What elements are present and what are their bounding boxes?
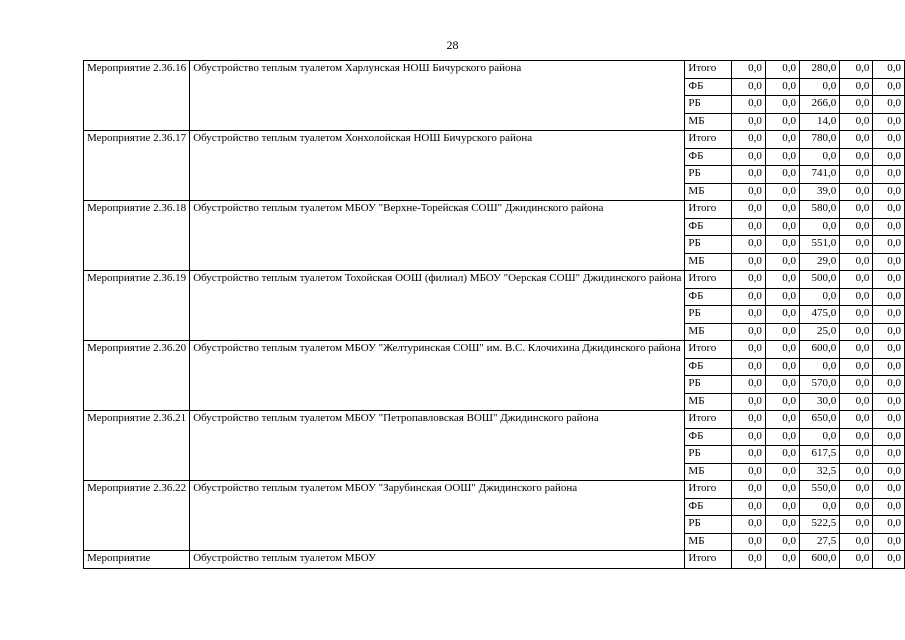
table-row [84, 61, 905, 79]
table-body [84, 61, 905, 569]
value-cell: 0,0 [873, 551, 905, 569]
value-cell: 0,0 [873, 271, 905, 289]
value-cell: 780,0 [799, 131, 839, 149]
value-cell: 0,0 [765, 96, 799, 114]
event-description: Обустройство теплым туалетом МБОУ "Зарубинская ООШ" Джидинского района [190, 481, 685, 551]
funding-source: Итого [685, 481, 731, 499]
funding-source: РБ [685, 96, 731, 114]
table-row [84, 201, 905, 219]
funding-source: МБ [685, 533, 731, 551]
funding-source: Итого [685, 411, 731, 429]
value-cell: 0,0 [765, 481, 799, 499]
value-cell: 0,0 [731, 218, 765, 236]
funding-source: МБ [685, 323, 731, 341]
value-cell: 0,0 [731, 323, 765, 341]
value-cell: 280,0 [799, 61, 839, 79]
value-cell: 0,0 [731, 358, 765, 376]
value-cell: 0,0 [731, 481, 765, 499]
value-cell: 0,0 [731, 341, 765, 359]
table-row [84, 481, 905, 499]
value-cell: 0,0 [840, 446, 873, 464]
value-cell: 0,0 [731, 306, 765, 324]
event-code: Мероприятие 2.36.21 [84, 411, 190, 481]
value-cell: 25,0 [799, 323, 839, 341]
value-cell: 0,0 [873, 411, 905, 429]
funding-source: Итого [685, 131, 731, 149]
value-cell: 0,0 [731, 446, 765, 464]
value-cell: 0,0 [731, 78, 765, 96]
value-cell: 0,0 [765, 428, 799, 446]
value-cell: 0,0 [873, 113, 905, 131]
value-cell: 0,0 [840, 428, 873, 446]
value-cell: 522,5 [799, 516, 839, 534]
value-cell: 0,0 [840, 148, 873, 166]
value-cell: 0,0 [840, 551, 873, 569]
value-cell: 14,0 [799, 113, 839, 131]
value-cell: 741,0 [799, 166, 839, 184]
event-description: Обустройство теплым туалетом Хонхолойская НОШ Бичурского района [190, 131, 685, 201]
value-cell: 0,0 [765, 411, 799, 429]
event-description: Обустройство теплым туалетом МБОУ "Петропавловская ВОШ" Джидинского района [190, 411, 685, 481]
value-cell: 0,0 [840, 376, 873, 394]
value-cell: 0,0 [731, 393, 765, 411]
value-cell: 0,0 [765, 236, 799, 254]
value-cell: 0,0 [799, 358, 839, 376]
value-cell: 0,0 [840, 236, 873, 254]
funding-source: Итого [685, 271, 731, 289]
value-cell: 0,0 [873, 61, 905, 79]
value-cell: 0,0 [873, 498, 905, 516]
funding-source: МБ [685, 463, 731, 481]
value-cell: 500,0 [799, 271, 839, 289]
value-cell: 0,0 [765, 271, 799, 289]
value-cell: 0,0 [873, 78, 905, 96]
value-cell: 0,0 [799, 428, 839, 446]
value-cell: 0,0 [765, 551, 799, 569]
value-cell: 0,0 [765, 393, 799, 411]
value-cell: 0,0 [731, 411, 765, 429]
value-cell: 0,0 [765, 446, 799, 464]
funding-source: ФБ [685, 358, 731, 376]
value-cell: 0,0 [873, 218, 905, 236]
value-cell: 0,0 [873, 166, 905, 184]
value-cell: 0,0 [799, 288, 839, 306]
value-cell: 0,0 [731, 61, 765, 79]
value-cell: 0,0 [731, 376, 765, 394]
value-cell: 0,0 [840, 61, 873, 79]
value-cell: 0,0 [873, 481, 905, 499]
value-cell: 0,0 [873, 253, 905, 271]
value-cell: 0,0 [873, 376, 905, 394]
funding-source: РБ [685, 446, 731, 464]
value-cell: 0,0 [765, 376, 799, 394]
table-row [84, 551, 905, 569]
value-cell: 0,0 [731, 236, 765, 254]
funding-source: Итого [685, 201, 731, 219]
funding-source: ФБ [685, 218, 731, 236]
value-cell: 0,0 [873, 148, 905, 166]
event-code: Мероприятие 2.36.19 [84, 271, 190, 341]
value-cell: 0,0 [799, 498, 839, 516]
value-cell: 0,0 [840, 463, 873, 481]
value-cell: 0,0 [840, 253, 873, 271]
value-cell: 600,0 [799, 341, 839, 359]
table-row [84, 271, 905, 289]
table-row [84, 131, 905, 149]
value-cell: 0,0 [840, 533, 873, 551]
value-cell: 0,0 [731, 551, 765, 569]
value-cell: 0,0 [840, 218, 873, 236]
value-cell: 0,0 [765, 218, 799, 236]
value-cell: 0,0 [765, 201, 799, 219]
value-cell: 0,0 [840, 341, 873, 359]
value-cell: 0,0 [873, 428, 905, 446]
value-cell: 0,0 [765, 113, 799, 131]
value-cell: 0,0 [840, 78, 873, 96]
value-cell: 0,0 [873, 341, 905, 359]
event-description: Обустройство теплым туалетом Тохойская ООШ (филиал) МБОУ "Оерская СОШ" Джидинского района [190, 271, 685, 341]
funding-source: РБ [685, 516, 731, 534]
value-cell: 0,0 [840, 516, 873, 534]
funding-source: Итого [685, 341, 731, 359]
event-description: Обустройство теплым туалетом МБОУ "Желтуринская СОШ" им. В.С. Клочихина Джидинского района [190, 341, 685, 411]
value-cell: 0,0 [840, 323, 873, 341]
funding-source: МБ [685, 183, 731, 201]
value-cell: 0,0 [873, 306, 905, 324]
value-cell: 0,0 [873, 131, 905, 149]
value-cell: 0,0 [873, 446, 905, 464]
funding-source: Итого [685, 61, 731, 79]
event-code: Мероприятие [84, 551, 190, 569]
value-cell: 0,0 [873, 183, 905, 201]
value-cell: 0,0 [840, 358, 873, 376]
value-cell: 0,0 [765, 533, 799, 551]
value-cell: 0,0 [731, 253, 765, 271]
value-cell: 0,0 [840, 481, 873, 499]
funding-source: ФБ [685, 498, 731, 516]
value-cell: 0,0 [731, 201, 765, 219]
value-cell: 0,0 [873, 533, 905, 551]
event-description: Обустройство теплым туалетом МБОУ "Верхне-Торейская СОШ" Джидинского района [190, 201, 685, 271]
event-code: Мероприятие 2.36.17 [84, 131, 190, 201]
value-cell: 0,0 [731, 271, 765, 289]
budget-table [83, 60, 905, 569]
funding-source: МБ [685, 113, 731, 131]
event-description: Обустройство теплым туалетом МБОУ [190, 551, 685, 569]
value-cell: 0,0 [731, 288, 765, 306]
event-code: Мероприятие 2.36.18 [84, 201, 190, 271]
value-cell: 0,0 [731, 148, 765, 166]
value-cell: 39,0 [799, 183, 839, 201]
value-cell: 570,0 [799, 376, 839, 394]
value-cell: 0,0 [840, 306, 873, 324]
value-cell: 0,0 [840, 288, 873, 306]
value-cell: 0,0 [873, 323, 905, 341]
value-cell: 0,0 [765, 306, 799, 324]
value-cell: 0,0 [731, 131, 765, 149]
value-cell: 0,0 [873, 358, 905, 376]
value-cell: 551,0 [799, 236, 839, 254]
value-cell: 0,0 [840, 271, 873, 289]
funding-source: Итого [685, 551, 731, 569]
page-number: 28 [446, 38, 459, 52]
value-cell: 27,5 [799, 533, 839, 551]
value-cell: 0,0 [840, 498, 873, 516]
value-cell: 0,0 [765, 463, 799, 481]
value-cell: 0,0 [765, 323, 799, 341]
value-cell: 617,5 [799, 446, 839, 464]
table-row [84, 341, 905, 359]
value-cell: 0,0 [799, 218, 839, 236]
value-cell: 0,0 [840, 113, 873, 131]
value-cell: 0,0 [873, 201, 905, 219]
funding-source: МБ [685, 253, 731, 271]
value-cell: 475,0 [799, 306, 839, 324]
value-cell: 0,0 [765, 288, 799, 306]
value-cell: 0,0 [873, 463, 905, 481]
value-cell: 0,0 [765, 148, 799, 166]
funding-source: ФБ [685, 428, 731, 446]
value-cell: 0,0 [765, 131, 799, 149]
table-row [84, 411, 905, 429]
value-cell: 550,0 [799, 481, 839, 499]
value-cell: 29,0 [799, 253, 839, 271]
value-cell: 0,0 [765, 183, 799, 201]
value-cell: 0,0 [731, 533, 765, 551]
value-cell: 0,0 [731, 96, 765, 114]
value-cell: 0,0 [731, 516, 765, 534]
value-cell: 0,0 [873, 516, 905, 534]
event-description: Обустройство теплым туалетом Харлунская НОШ Бичурского района [190, 61, 685, 131]
value-cell: 30,0 [799, 393, 839, 411]
value-cell: 0,0 [840, 393, 873, 411]
value-cell: 0,0 [873, 96, 905, 114]
funding-source: РБ [685, 376, 731, 394]
funding-source: РБ [685, 166, 731, 184]
value-cell: 32,5 [799, 463, 839, 481]
value-cell: 0,0 [840, 96, 873, 114]
funding-source: МБ [685, 393, 731, 411]
event-code: Мероприятие 2.36.16 [84, 61, 190, 131]
funding-source: РБ [685, 306, 731, 324]
value-cell: 0,0 [731, 498, 765, 516]
value-cell: 0,0 [765, 516, 799, 534]
funding-source: ФБ [685, 288, 731, 306]
value-cell: 650,0 [799, 411, 839, 429]
value-cell: 0,0 [840, 131, 873, 149]
value-cell: 0,0 [840, 201, 873, 219]
value-cell: 0,0 [873, 236, 905, 254]
value-cell: 0,0 [873, 393, 905, 411]
value-cell: 0,0 [840, 411, 873, 429]
value-cell: 600,0 [799, 551, 839, 569]
funding-source: ФБ [685, 78, 731, 96]
event-code: Мероприятие 2.36.20 [84, 341, 190, 411]
funding-source: РБ [685, 236, 731, 254]
value-cell: 0,0 [873, 288, 905, 306]
value-cell: 0,0 [731, 428, 765, 446]
value-cell: 0,0 [840, 183, 873, 201]
value-cell: 0,0 [765, 341, 799, 359]
event-code: Мероприятие 2.36.22 [84, 481, 190, 551]
value-cell: 0,0 [765, 61, 799, 79]
value-cell: 0,0 [765, 253, 799, 271]
value-cell: 0,0 [765, 358, 799, 376]
value-cell: 0,0 [799, 78, 839, 96]
value-cell: 0,0 [799, 148, 839, 166]
value-cell: 0,0 [731, 183, 765, 201]
value-cell: 266,0 [799, 96, 839, 114]
value-cell: 0,0 [765, 498, 799, 516]
value-cell: 0,0 [765, 166, 799, 184]
value-cell: 0,0 [765, 78, 799, 96]
funding-source: ФБ [685, 148, 731, 166]
value-cell: 580,0 [799, 201, 839, 219]
value-cell: 0,0 [731, 113, 765, 131]
value-cell: 0,0 [731, 166, 765, 184]
value-cell: 0,0 [731, 463, 765, 481]
value-cell: 0,0 [840, 166, 873, 184]
